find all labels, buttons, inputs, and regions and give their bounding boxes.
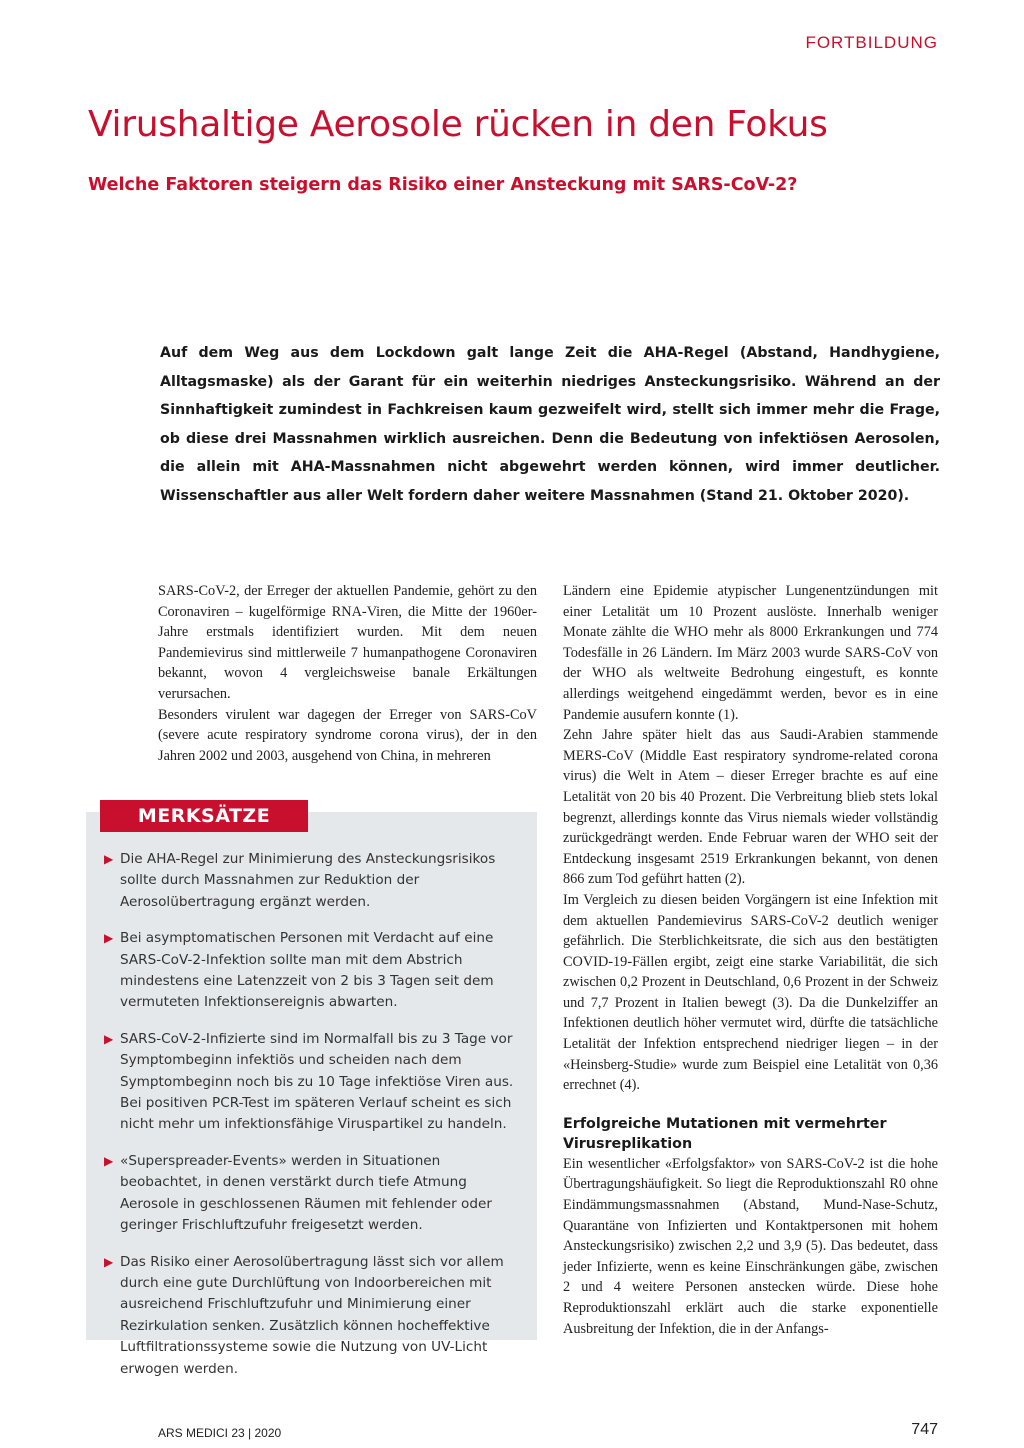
list-item (104, 928, 526, 1014)
list-item-text: Die AHA-Regel zur Minimierung des Ansteckungsrisikos sollte durch Massnahmen zur Reduktion der Aerosolübertragung ergänzt werden. (120, 851, 496, 910)
section-heading: Erfolgreiche Mutationen mit vermehrter Virusreplikation (563, 1115, 887, 1152)
triangle-bullet-icon: ▶ (104, 931, 114, 946)
section-label: FORTBILDUNG (805, 33, 938, 52)
list-item (104, 1151, 526, 1237)
list-item (104, 849, 526, 913)
page-number: 747 (911, 1421, 938, 1438)
list-item-text: Das Risiko einer Aerosolübertragung lässt sich vor allem durch eine gute Durchlüftung von Indoorbereichen mit ausreichend Frischluftzufuhr und Minimierung einer Rezirkulation senken. Zusätzlich können hocheffektive Luftfiltrationssysteme sowie die Nutzung von UV-Licht erwogen werden. (120, 1253, 504, 1377)
triangle-bullet-icon: ▶ (104, 1031, 114, 1046)
body-column-right (563, 581, 938, 1339)
body-paragraph: Zehn Jahre später hielt das aus Saudi-Arabien stammende MERS-CoV (Middle East respiratory syndrome-related corona virus) die Welt in Atem – dieser Erreger brachte es auf eine Letalität von 20 bis 40 Prozent. Die Verbreitung blieb stets lokal begrenzt, allerdings konnte das Virus niemals wieder vollständig zurückgedrängt werden. Ende Februar waren der WHO seit der Entdeckung insgesamt 2519 Erkrankungen bekannt, von denen 866 zum Tod geführt hatten (2). (563, 727, 938, 888)
merksaetze-box (86, 812, 537, 1377)
merksaetze-list (104, 849, 526, 1395)
body-paragraph: Ländern eine Epidemie atypischer Lungenentzündungen mit einer Letalität um 10 Prozent auslöste. Innerhalb weniger Monate zählte die WHO mehr als 8000 Erkrankungen und 774 Todesfälle in 26 Ländern. Im März 2003 wurde SARS-CoV von der WHO als weltweite Bedrohung eingestuft, es konnte allerdings weitgehend eingedämmt werden, bevor es in eine Pandemie ausufern konnte (1). (563, 583, 938, 723)
list-item-text: «Superspreader-Events» werden in Situationen beobachtet, in denen verstärkt durch tiefe Atmung Aerosole in geschlossenen Räumen mit fehlender oder geringer Frischluftzufuhr freigesetzt werden. (120, 1152, 492, 1234)
body-paragraph: SARS-CoV-2, der Erreger der aktuellen Pandemie, gehört zu den Coronaviren – kugelförmige RNA-Viren, die Mitte der 1960er-Jahre erstmals identifiziert wurden. Mit dem neuen Pandemievirus sind mittlerweile 7 humanpathogene Coronaviren bekannt, wovon 4 vergleichsweise banale Erkältungen verursachen. (158, 583, 537, 702)
footer-journal: ARS MEDICI 23 | 2020 (158, 1426, 282, 1440)
triangle-bullet-icon: ▶ (104, 852, 114, 866)
list-item-text: SARS-CoV-2-Infizierte sind im Normalfall bis zu 3 Tage vor Symptombeginn infektiös und scheiden nach dem Symptombeginn noch bis zu 10 Tage infektiöse Viren aus. Bei positiven PCR-Test im späteren Verlauf scheint es sich nicht mehr um infektionsfähige Viruspartikel zu handeln. (120, 1030, 514, 1133)
list-item-text: Bei asymptomatischen Personen mit Verdacht auf eine SARS-CoV-2-Infektion sollte man mit dem Abstrich mindestens eine Latenzzeit von 2 bis 3 Tagen seit dem vermuteten Infektionsereignis abwarten. (120, 930, 494, 1011)
triangle-bullet-icon: ▶ (104, 1153, 114, 1168)
triangle-bullet-icon: ▶ (104, 1254, 114, 1269)
body-column-left (158, 581, 537, 766)
list-item (104, 1029, 526, 1136)
article-lead: Auf dem Weg aus dem Lockdown galt lange Zeit die AHA-Regel (Abstand, Handhygiene, Alltagsmaske) als der Garant für ein weiterhin niedriges Ansteckungsrisiko. Während an der Sinnhaftigkeit zumindest in Fachkreisen kaum gezweifelt wird, stellt sich immer mehr die Frage, ob diese drei Massnahmen wirklich ausreichen. Denn die Bedeutung von infektiösen Aerosolen, die allein mit AHA-Massnahmen nicht abgewehrt werden können, wird immer deutlicher. Wissenschaftler aus aller Welt fordern daher weitere Massnahmen (Stand 21. Oktober 2020). (160, 345, 940, 504)
body-paragraph: Besonders virulent war dagegen der Erreger von SARS-CoV (severe acute respiratory syndrome corona virus), der in den Jahren 2002 und 2003, ausgehend von China, in mehreren (158, 706, 537, 764)
list-item (104, 1252, 526, 1380)
merksaetze-header: MERKSÄTZE (100, 800, 308, 832)
body-paragraph: Im Vergleich zu diesen beiden Vorgängern ist eine Infektion mit dem aktuellen Pandemievirus SARS-CoV-2 deutlich weniger gefährlich. Die Sterblichkeitsrate, die sich aus den bestätigten COVID-19-Fällen ergibt, zeigt eine starke Variabilität, die sich zwischen 0,2 Prozent in Deutschland, 0,6 Prozent in der Schweiz und 7,7 Prozent in Italien bewegt (3). Da die Dunkelziffer an Infektionen deutlich höher vermutet wird, dürfte die tatsächliche Letalität der Infektion entsprechend niedriger liegen – in der «Heinsberg-Studie» wurde zum Beispiel eine Letalität von 0,36 errechnet (4). (563, 891, 938, 1094)
article-title: Virushaltige Aerosole rücken in den Fokus (88, 104, 828, 145)
article-subtitle: Welche Faktoren steigern das Risiko einer Ansteckung mit SARS-CoV-2? (88, 175, 798, 195)
body-paragraph: Ein wesentlicher «Erfolgsfaktor» von SARS-CoV-2 ist die hohe Übertragungshäufigkeit. So liegt die Reproduktionszahl R0 ohne Eindämmungsmassnahmen (Abstand, Mund-Nase-Schutz, Quarantäne von Infizierten und Kontaktpersonen mit hohem Ansteckungsrisiko) zwischen 2,2 und 3,9 (5). Das bedeutet, dass jeder Infizierte, wenn es keine Einschränkungen gäbe, zwischen 2 und 4 weitere Personen anstecken würde. Diese hohe Reproduktionszahl erklärt auch die starke exponentielle Ausbreitung der Infektion, die in der Anfangs- (563, 1155, 938, 1337)
